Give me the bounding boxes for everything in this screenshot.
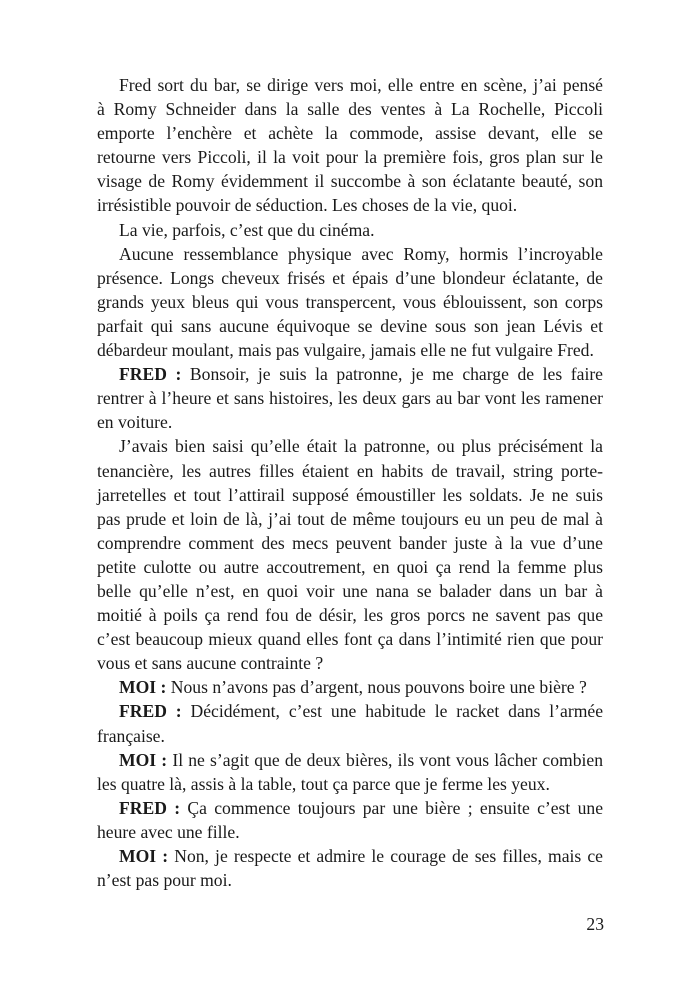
- line-text: heure avec une fille.: [97, 821, 240, 842]
- text-line: [97, 121, 603, 145]
- text-line: [97, 362, 603, 386]
- line-text: Nous n’avons pas d’argent, nous pouvons boire une bière ?: [166, 677, 587, 698]
- text-line: [97, 193, 603, 217]
- text-line: [97, 386, 603, 410]
- text-line: [97, 410, 603, 434]
- text-line: [97, 218, 603, 242]
- line-text: pas prude et loin de là, j’ai tout de même toujours eu un peu de mal à: [97, 508, 603, 529]
- line-text: parfait qui sans aucune équivoque se devine sous son jean Lévis et: [97, 315, 603, 336]
- line-text: La vie, parfois, c’est que du cinéma.: [119, 219, 375, 240]
- line-text: Bonsoir, je suis la patronne, je me charge de les faire: [181, 364, 603, 385]
- line-text: à Romy Schneider dans la salle des ventes à La Rochelle, Piccoli: [97, 99, 603, 120]
- speaker-name: FRED :: [119, 364, 182, 385]
- text-line: [97, 748, 603, 772]
- text-line: [97, 772, 603, 796]
- dialogue-paragraph: [97, 748, 603, 796]
- line-text: vous et sans aucune contrainte ?: [97, 653, 324, 674]
- line-text: comprendre comment des mecs peuvent bander juste à la vue d’une: [97, 532, 603, 553]
- text-line: [97, 145, 603, 169]
- line-text: visage de Romy évidemment il succombe à son éclatante beauté, son: [97, 171, 603, 192]
- line-text: en voiture.: [97, 412, 173, 433]
- text-line: [97, 169, 603, 193]
- line-text: Non, je respecte et admire le courage de ses filles, mais ce: [168, 846, 603, 866]
- text-line: [97, 483, 603, 507]
- line-text: française.: [97, 725, 165, 746]
- text-line: [97, 868, 603, 892]
- dialogue-paragraph: [97, 844, 603, 892]
- text-line: [97, 579, 603, 603]
- paragraph: [97, 434, 603, 675]
- text-line: [97, 531, 603, 555]
- page-number: 23: [586, 914, 604, 934]
- text-line: [97, 820, 603, 844]
- text-line: [97, 675, 603, 699]
- line-text: emporte l’enchère et achète la commode, assise devant, elle se: [97, 123, 603, 144]
- text-line: [97, 73, 603, 97]
- speaker-name: FRED :: [119, 797, 181, 818]
- paragraph: [97, 73, 603, 218]
- text-line: [97, 434, 603, 458]
- line-text: irrésistible pouvoir de séduction. Les choses de la vie, quoi.: [97, 195, 518, 216]
- line-text: petite culotte ou autre accoutrement, en quoi ça rend la femme plus: [97, 556, 603, 577]
- speaker-name: MOI :: [119, 677, 167, 698]
- line-text: grands yeux bleus qui vous transpercent, vous éblouissent, son corps: [97, 291, 603, 312]
- line-text: Décidément, c’est une habitude le racket dans l’armée: [181, 701, 603, 722]
- text-line: [97, 338, 603, 362]
- line-text: jarretelles et tout l’attirail supposé émoustiller les soldats. Je ne suis: [97, 484, 603, 505]
- text-line: [97, 266, 603, 290]
- text-line: [97, 555, 603, 579]
- line-text: rentrer à l’heure et sans histoires, les deux gars au bar vont les ramener: [97, 388, 603, 409]
- speaker-name: MOI :: [119, 846, 169, 866]
- paragraph: [97, 242, 603, 362]
- line-text: Aucune ressemblance physique avec Romy, hormis l’incroyable: [119, 243, 603, 264]
- line-text: Il ne s’agit que de deux bières, ils vont vous lâcher combien: [167, 749, 603, 770]
- speaker-name: MOI :: [119, 749, 168, 770]
- text-line: [97, 627, 603, 651]
- line-text: Fred sort du bar, se dirige vers moi, elle entre en scène, j’ai pensé: [119, 75, 603, 95]
- text-line: [97, 290, 603, 314]
- line-text: présence. Longs cheveux frisés et épais d’une blondeur éclatante, de: [97, 267, 603, 288]
- speaker-name: FRED :: [119, 701, 182, 722]
- text-line: [97, 796, 603, 820]
- line-text: retourne vers Piccoli, il la voit pour la première fois, gros plan sur le: [97, 147, 603, 168]
- text-line: [97, 97, 603, 121]
- dialogue-paragraph: [97, 675, 603, 699]
- text-line: [97, 699, 603, 723]
- line-text: belle qu’elle n’est, en quoi voir une nana se balader dans un bar à: [97, 580, 603, 601]
- page-body-text: [97, 73, 603, 892]
- text-line: [97, 507, 603, 531]
- line-text: n’est pas pour moi.: [97, 870, 232, 891]
- line-text: J’avais bien saisi qu’elle était la patronne, ou plus précisément la: [119, 436, 603, 457]
- line-text: débardeur moulant, mais pas vulgaire, jamais elle ne fut vulgaire Fred.: [97, 340, 594, 361]
- paragraph: [97, 218, 603, 242]
- line-text: moitié à poils ça rend fou de désir, les gros porcs ne savent pas que: [97, 605, 603, 626]
- line-text: tenancière, les autres filles étaient en habits de travail, string porte-: [97, 460, 603, 481]
- text-line: [97, 459, 603, 483]
- text-line: [97, 844, 603, 868]
- line-text: Ça commence toujours par une bière ; ensuite c’est une: [180, 797, 604, 818]
- dialogue-paragraph: [97, 362, 603, 434]
- dialogue-paragraph: [97, 699, 603, 747]
- text-line: [97, 724, 603, 748]
- text-line: [97, 651, 603, 675]
- text-line: [97, 314, 603, 338]
- text-line: [97, 242, 603, 266]
- dialogue-paragraph: [97, 796, 603, 844]
- line-text: c’est beaucoup mieux quand elles font ça dans l’intimité rien que pour: [97, 629, 603, 650]
- text-line: [97, 603, 603, 627]
- line-text: les quatre là, assis à la table, tout ça parce que je ferme les yeux.: [97, 773, 550, 794]
